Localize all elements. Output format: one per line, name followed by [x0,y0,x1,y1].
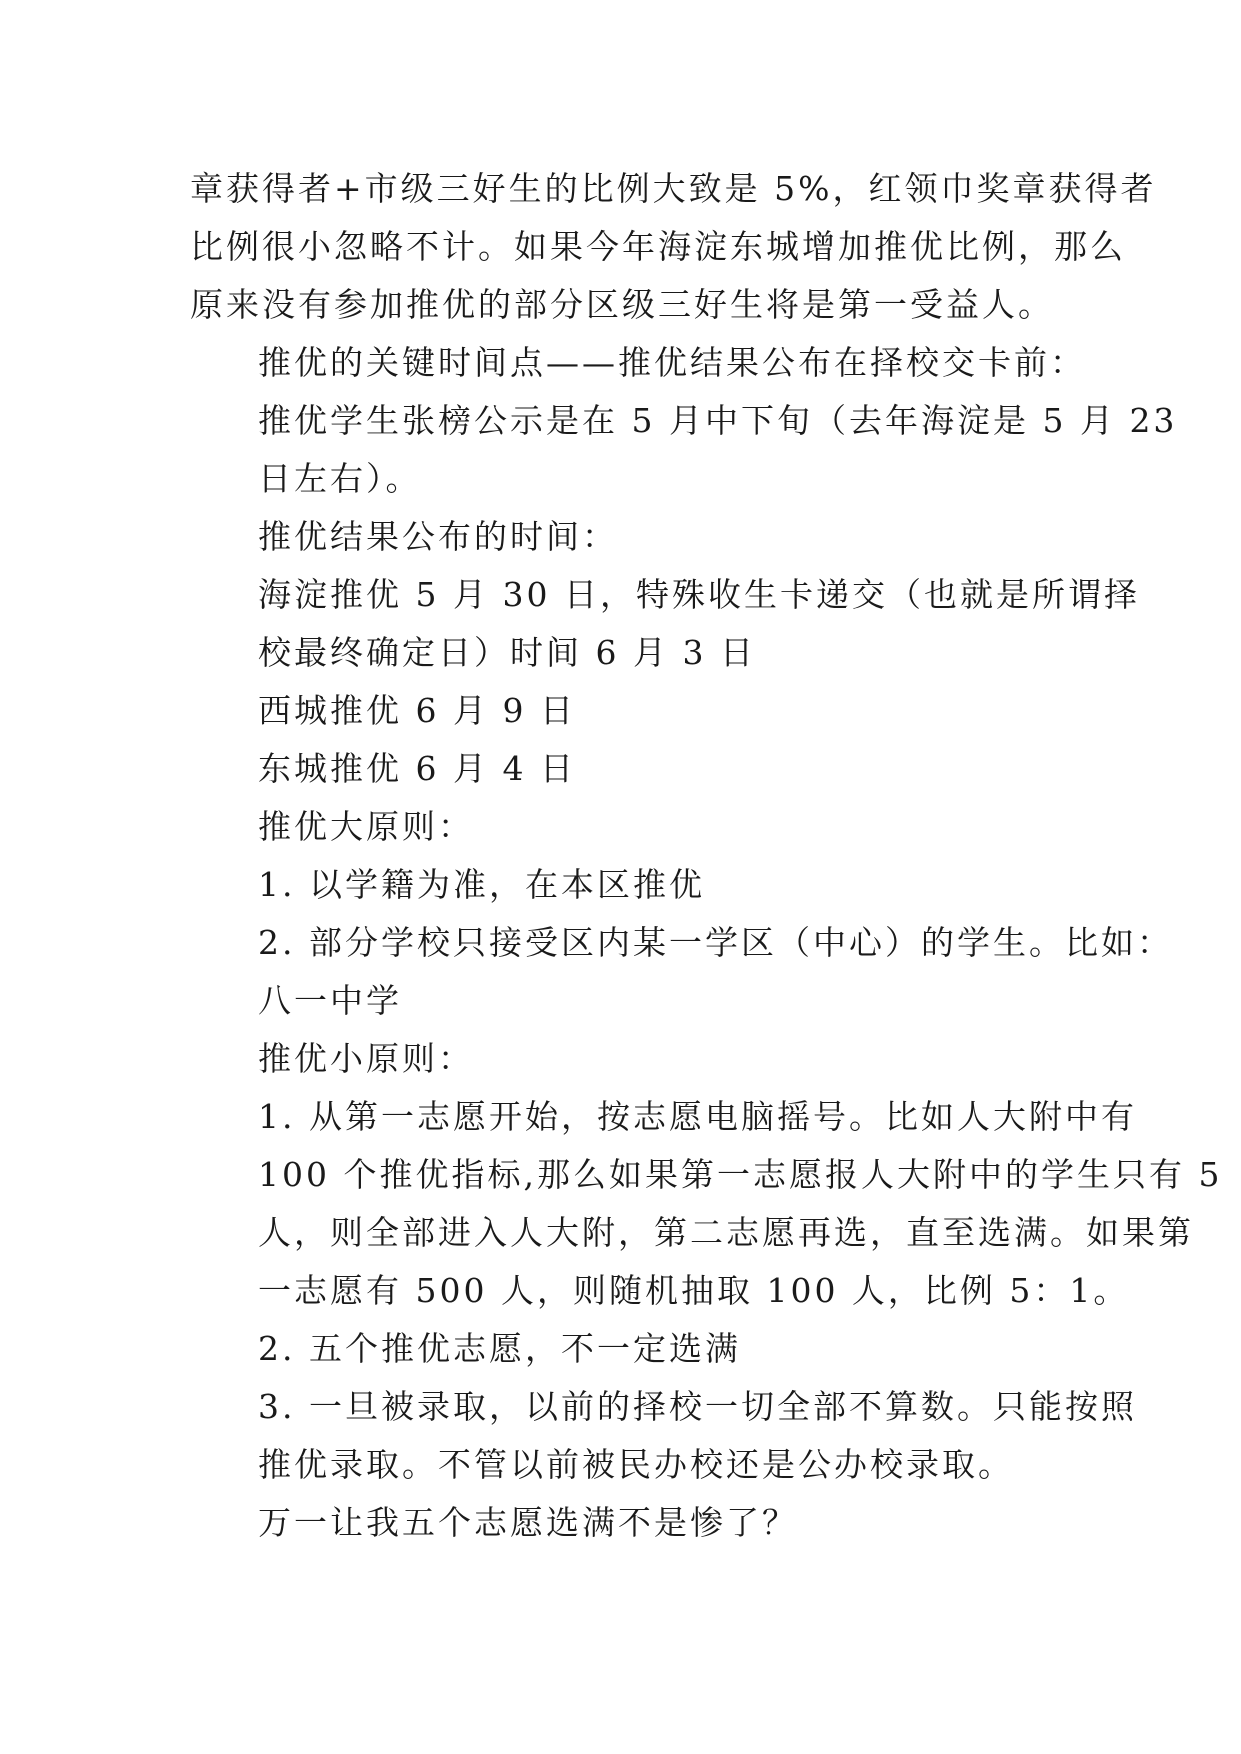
paragraph [190,856,1056,914]
paragraph [190,1320,1056,1378]
text-line: 推优的关键时间点——推优结果公布在择校交卡前： [258,343,1086,382]
text-line: 推优大原则： [258,807,474,846]
text-line: 校最终确定日）时间 6 月 3 日 [258,633,756,672]
text-line: 推优小原则： [258,1039,474,1078]
paragraph [190,334,1086,392]
paragraph [190,798,1056,856]
text-line: 海淀推优 5 月 30 日，特殊收生卡递交（也就是所谓择 [258,575,1140,614]
text-line: 1. 以学籍为准，在本区推优 [258,865,705,904]
text-line: 章获得者+市级三好生的比例大致是 5%，红领巾奖章获得者 [190,169,1157,208]
paragraph [190,914,1173,1030]
paragraph [190,682,1056,740]
paragraph [190,740,1056,798]
text-line: 2. 五个推优志愿，不一定选满 [258,1329,741,1368]
text-line: 万一让我五个志愿选满不是惨了？ [258,1503,798,1542]
paragraph [190,566,1140,682]
text-line: 人，则全部进入人大附，第二志愿再选，直至选满。如果第 [258,1213,1194,1252]
text-line: 推优结果公布的时间： [258,517,618,556]
text-line: 比例很小忽略不计。如果今年海淀东城增加推优比例，那么 [190,227,1126,266]
text-line: 西城推优 6 月 9 日 [258,691,576,730]
paragraph [190,1088,1223,1320]
text-line: 2. 部分学校只接受区内某一学区（中心）的学生。比如： [258,923,1173,962]
paragraph [190,1378,1137,1494]
paragraph [190,508,1056,566]
text-line: 八一中学 [258,981,402,1020]
text-line: 100 个推优指标,那么如果第一志愿报人大附中的学生只有 5 [258,1155,1223,1194]
text-line: 原来没有参加推优的部分区级三好生将是第一受益人。 [190,285,1054,324]
paragraph [190,1030,1056,1088]
text-line: 日左右）。 [258,459,422,498]
text-line: 一志愿有 500 人，则随机抽取 100 人，比例 5：1。 [258,1271,1130,1310]
text-line: 1. 从第一志愿开始，按志愿电脑摇号。比如人大附中有 [258,1097,1137,1136]
document-body [190,160,1223,1552]
paragraph [190,160,1157,334]
paragraph [190,392,1178,508]
text-line: 3. 一旦被录取，以前的择校一切全部不算数。只能按照 [258,1387,1137,1426]
text-line: 推优学生张榜公示是在 5 月中下旬（去年海淀是 5 月 23 [258,401,1178,440]
paragraph [190,1494,1056,1552]
text-line: 东城推优 6 月 4 日 [258,749,576,788]
text-line: 推优录取。不管以前被民办校还是公办校录取。 [258,1445,1014,1484]
